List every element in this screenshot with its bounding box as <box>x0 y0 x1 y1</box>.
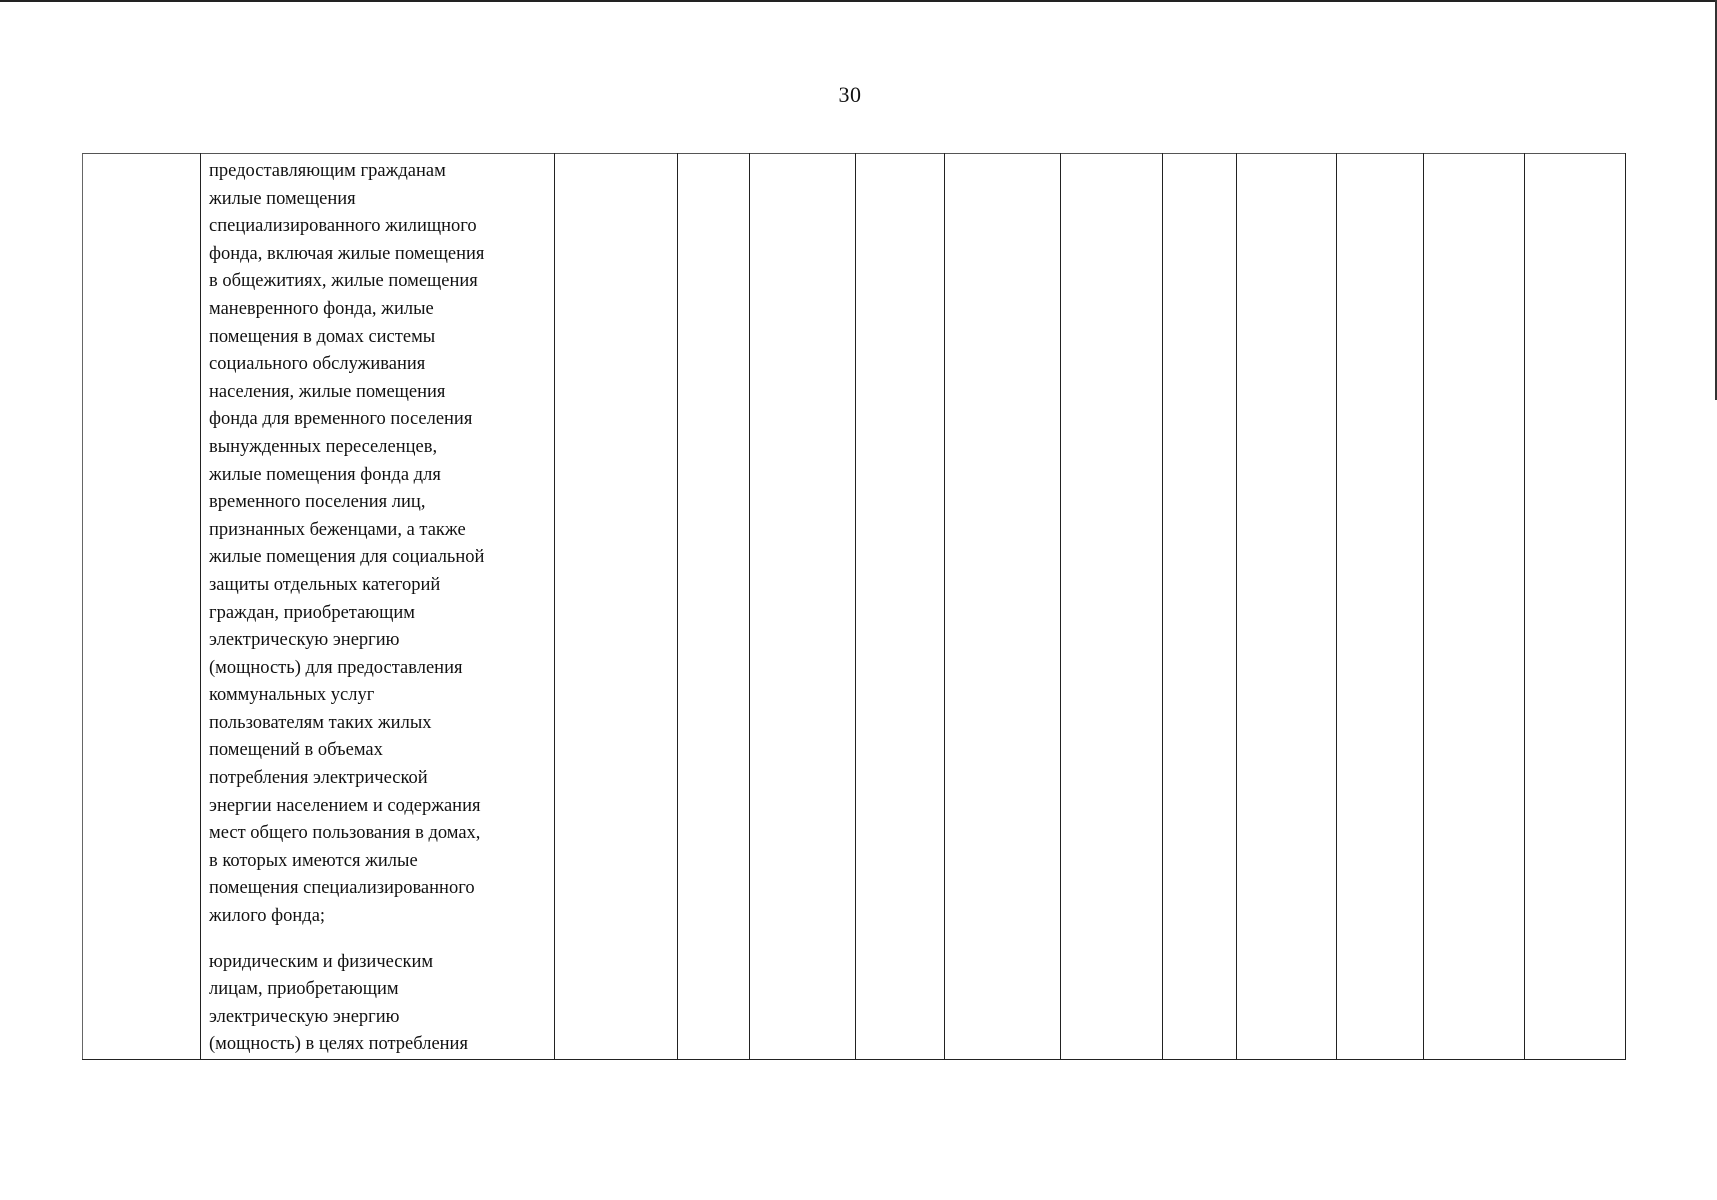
table-cell-col-13 <box>1525 154 1626 1060</box>
table-container <box>82 153 1626 1060</box>
description-paragraph-1: предоставляющим гражданам жилые помещения специализированного жилищного фонда, включая жилые помещения в общежитиях, жилые помещения маневренного фонда, жилые помещения в домах системы социального обслуживания населения, жилые помещения фонда для временного поселения вынужденных переселенцев, жилые помещения фонда для временного поселения лиц, признанных беженцами, а также жилые помещения для социальной защиты отдельных категорий граждан, приобретающим электрическую энергию (мощность) для предоставления коммунальных услуг пользователям таких жилых помещений в объемах потребления электрической энергии населением и содержания мест общего пользования в домах, в которых имеются жилые помещения специализированного жилого фонда; <box>209 161 485 927</box>
scan-edge-top <box>0 0 1717 2</box>
table-cell-col-7 <box>945 154 1061 1060</box>
table-cell-col-6 <box>856 154 945 1060</box>
continuation-table <box>82 153 1626 1060</box>
table-cell-col-3 <box>555 154 678 1060</box>
table-cell-col-11 <box>1337 154 1424 1060</box>
table-cell-col-5 <box>750 154 856 1060</box>
description-paragraph-2: юридическим и физическим лицам, приобретающим электрическую энергию (мощность) в целях потребления <box>209 951 468 1055</box>
table-cell-number <box>83 154 201 1060</box>
table-cell-col-8 <box>1061 154 1163 1060</box>
page-number: 30 <box>838 82 862 107</box>
description-text <box>201 154 554 1059</box>
table-row <box>83 154 1626 1060</box>
table-cell-description <box>201 154 555 1060</box>
table-cell-col-10 <box>1237 154 1337 1060</box>
table-cell-col-9 <box>1163 154 1237 1060</box>
table-cell-col-4 <box>678 154 750 1060</box>
table-cell-col-12 <box>1424 154 1525 1060</box>
